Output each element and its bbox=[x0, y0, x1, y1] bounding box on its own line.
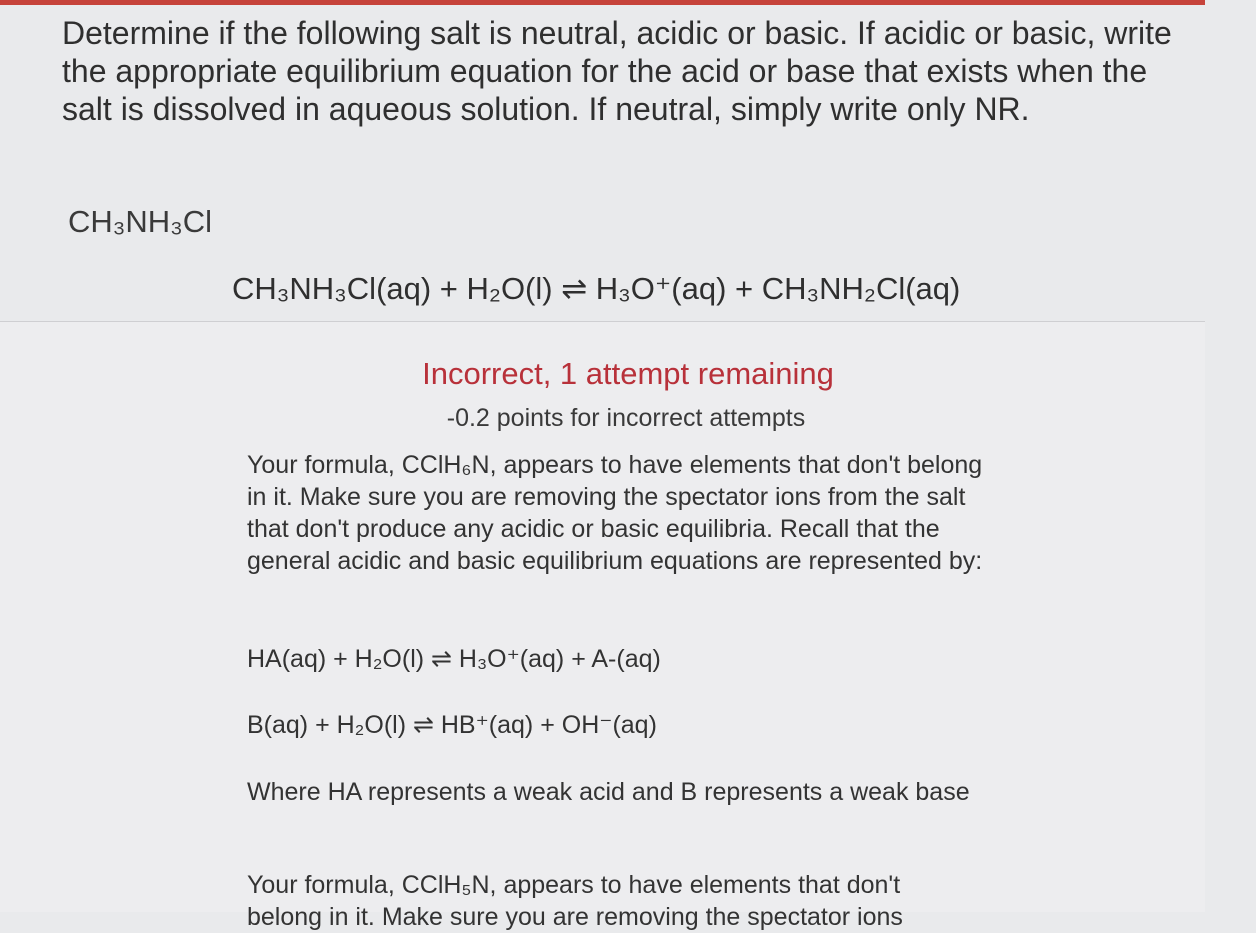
feedback-status: Incorrect, 1 attempt remaining bbox=[422, 356, 834, 391]
top-accent-bar bbox=[0, 0, 1205, 5]
feedback-explanation: Where HA represents a weak acid and B represents a weak base bbox=[247, 778, 970, 806]
question-prompt: Determine if the following salt is neutral, acidic or basic. If acidic or basic, write the appropriate equilibrium equation for the acid or base that exists when the salt is dissolved in aqueous solution. If neutral, simply write only NR. bbox=[62, 15, 1172, 127]
feedback-message-cutoff bbox=[247, 903, 967, 931]
penalty-notice: -0.2 points for incorrect attempts bbox=[446, 404, 806, 432]
feedback-message-cutoff-text: belong in it. Make sure you are removing the spectator ions bbox=[247, 903, 903, 931]
feedback-message: Your formula, CClH₆N, appears to have elements that don't belong in it. Make sure you are removing the spectator ions from the salt that don't produce any acidic or basic equilibria. Recall that the general acidic and basic equilibrium equations are represented by: bbox=[247, 451, 983, 575]
submitted-answer-equation[interactable]: CH₃NH₃Cl(aq) + H₂O(l) ⇌ H₃O⁺(aq) + CH₃NH₂Cl(aq) bbox=[232, 271, 961, 306]
feedback-message-repeat: Your formula, CClH₅N, appears to have elements that don't bbox=[247, 871, 901, 899]
salt-formula: CH₃NH₃Cl bbox=[68, 204, 213, 239]
base-equilibrium-equation: B(aq) + H₂O(l) ⇌ HB⁺(aq) + OH⁻(aq) bbox=[247, 711, 657, 739]
acid-equilibrium-equation: HA(aq) + H₂O(l) ⇌ H₃O⁺(aq) + A-(aq) bbox=[247, 645, 661, 673]
